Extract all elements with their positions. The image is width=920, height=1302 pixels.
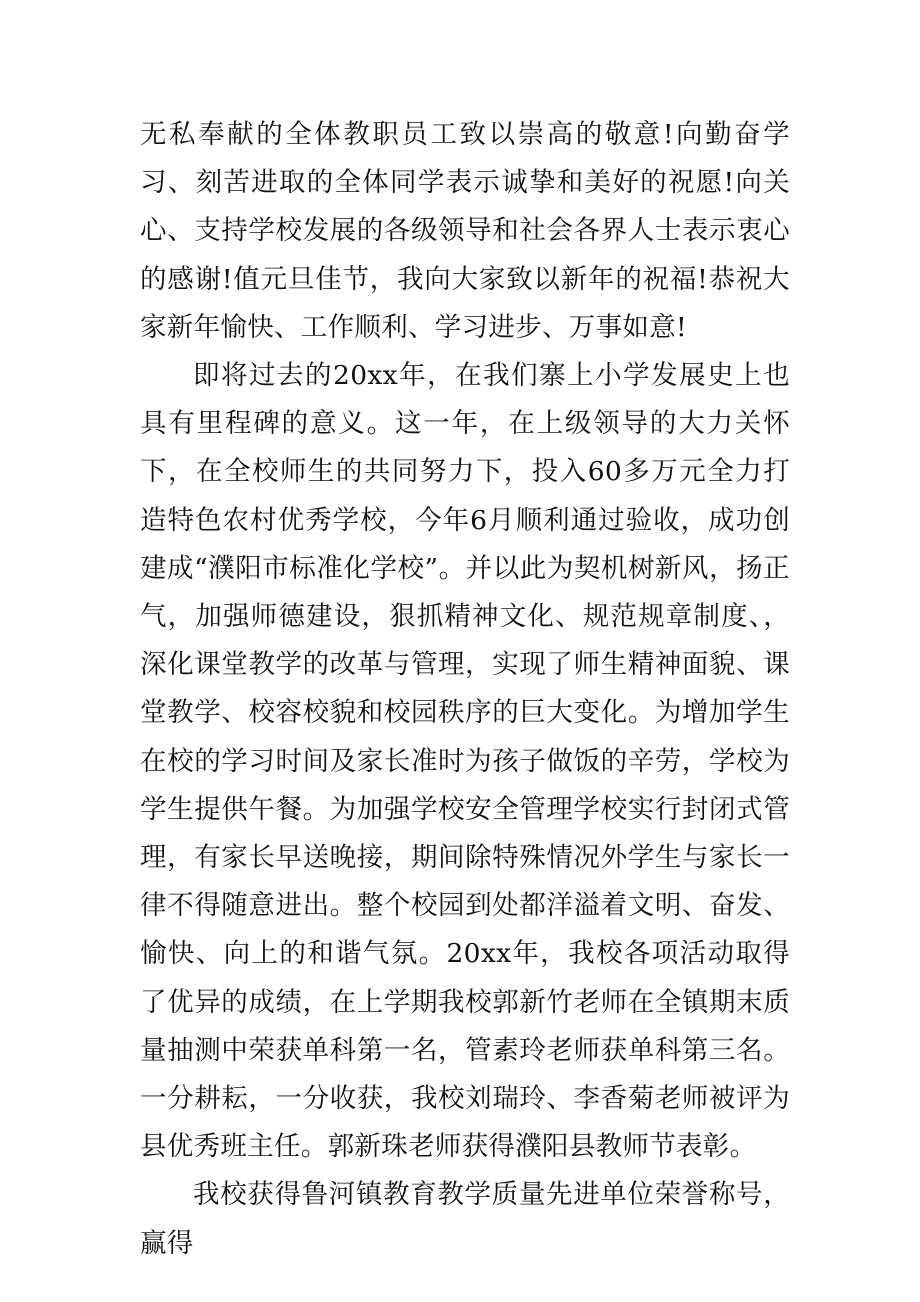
document-body <box>140 111 790 1268</box>
paragraph-continuation: 无私奉献的全体教职员工致以崇高的敬意!向勤奋学习、刻苦进取的全体同学表示诚挚和美好的祝愿!向关心、支持学校发展的各级领导和社会各界人士表示衷心的感谢!值元旦佳节，我向大家致以新年的祝福!恭祝大家新年愉快、工作顺利、学习进步、万事如意! <box>140 119 790 343</box>
paragraph-year-review: 即将过去的20xx年，在我们寨上小学发展史上也具有里程碑的意义。这一年，在上级领导的大力关怀下，在全校师生的共同努力下，投入60多万元全力打造特色农村优秀学校，今年6月顺利通过验收，成功创建成“濮阳市标准化学校”。并以此为契机树新风，扬正气，加强师德建设，狠抓精神文化、规范规章制度、，深化课堂教学的改革与管理，实现了师生精神面貌、课堂教学、校容校貌和校园秩序的巨大变化。为增加学生在校的学习时间及家长准时为孩子做饭的辛劳，学校为学生提供午餐。为加强学校安全管理学校实行封闭式管理，有家长早送晚接，期间除特殊情况外学生与家长一律不得随意进出。整个校园到处都洋溢着文明、奋发、愉快、向上的和谐气氛。20xx年，我校各项活动取得了优异的成绩，在上学期我校郭新竹老师在全镇期末质量抽测中荣获单科第一名，管素玲老师获单科第三名。一分耕耘，一分收获，我校刘瑞玲、李香菊老师被评为县优秀班主任。郭新珠老师获得濮阳县教师节表彰。 <box>140 360 790 1163</box>
paragraph-honors: 我校获得鲁河镇教育教学质量先进单位荣誉称号，赢得 <box>140 1179 790 1259</box>
